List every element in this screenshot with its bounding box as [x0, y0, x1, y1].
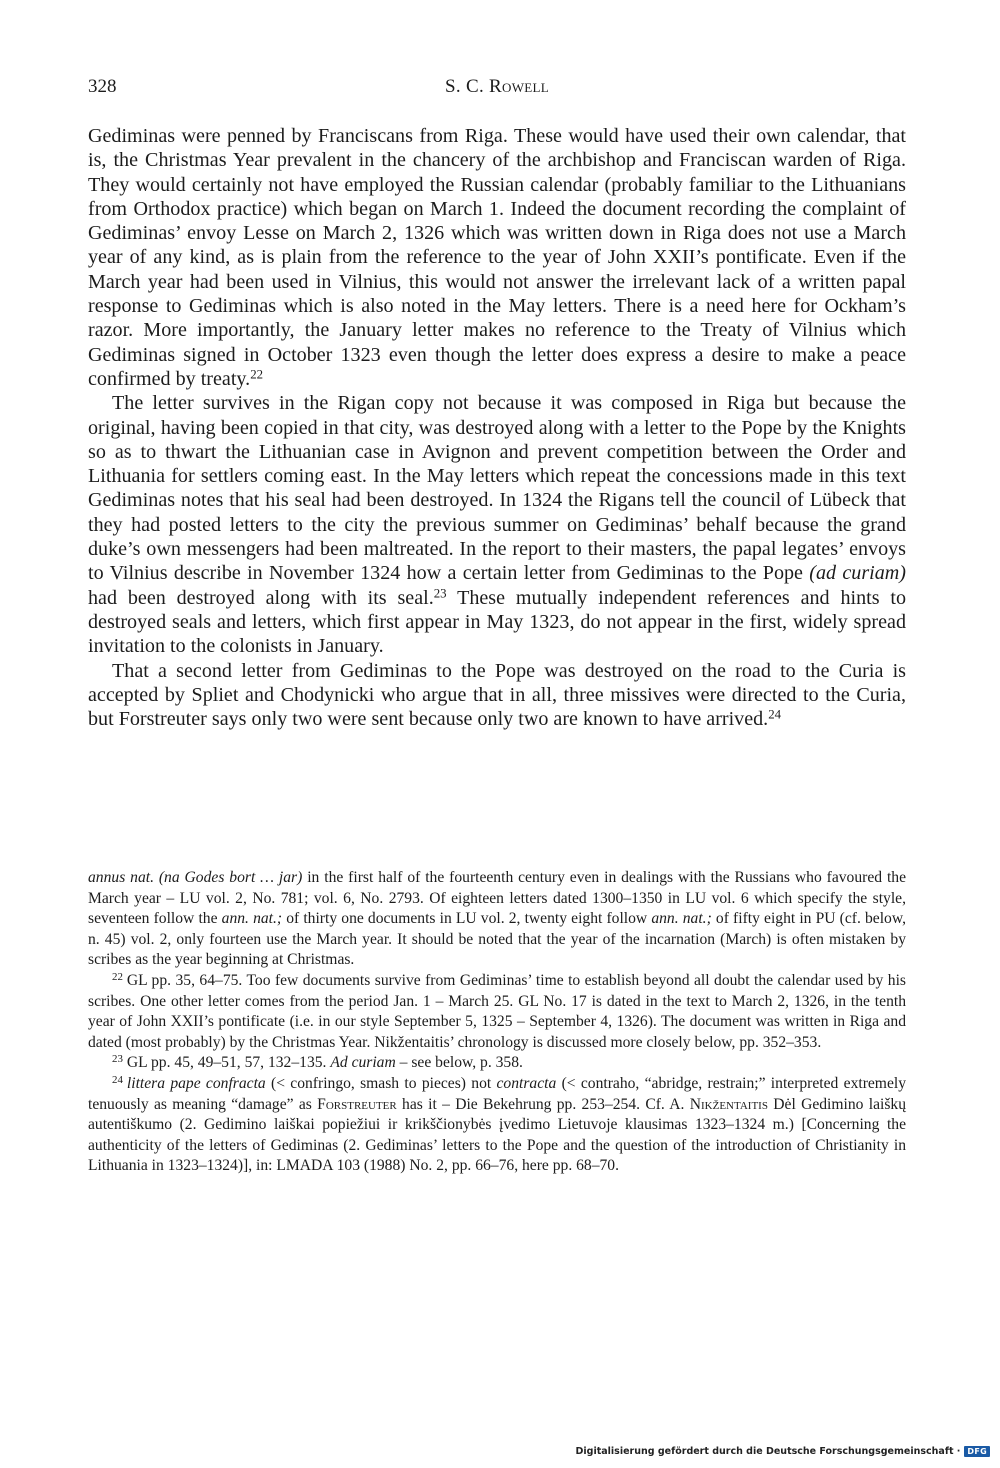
footnote-cont-text-2: of thirty one documents in LU vol. 2, twenty eight follow — [282, 910, 652, 928]
footnote-ref-23: 23 — [433, 586, 447, 601]
footnote-number-24: 24 — [112, 1074, 123, 1087]
paragraph-2-text-c: These mutually independent references and hints to destroyed seals and letters, which first appear in May 1323, do not appear in the first, widely spread invitation to the colonists in January. — [88, 586, 906, 658]
footnote-24 — [88, 1074, 906, 1177]
running-head: S. C. Rowell — [445, 76, 549, 97]
footnote-cont-italic-2: ann. nat.; — [221, 910, 283, 928]
footnote-23 — [88, 1053, 906, 1074]
footnote-24-text-2: (< contraho, “abridge, restrain;” interpreted extremely tenuously as meaning “damage” as — [88, 1074, 906, 1113]
page-header — [88, 76, 906, 106]
footnote-24-italic-2: contracta — [496, 1074, 557, 1092]
dfg-logo: DFG — [964, 1446, 990, 1457]
footnote-24-author-2: Nikžentaitis — [689, 1095, 768, 1113]
paragraph-2-text-a: The letter survives in the Rigan copy not because it was composed in Riga but because the original, having been copied in that city, was destroyed along with a letter to the Pope by the Knights so as to thwart the Lithuanian case in Avignon and prevent competition between the Order and Lithuania for settlers coming east. In the May letters which repeat the concessions made in this text Gediminas notes that his seal had been destroyed. In 1324 the Rigans tell the council of Lübeck that they had posted letters to the city the previous summer on Gediminas’ behalf because the grand duke’s own messengers had been maltreated. In the report to their masters, the papal legates’ envoys to Vilnius describe in November 1324 how a certain letter from Gediminas to the Pope — [88, 392, 906, 585]
footnote-24-text-4: Dėl Gedimino laiškų autentiškumo (2. Gedimino laiškai popiežiui ir krikščionybės įvedimo Lietuvoje klausimas 1323–1324 m.) [Concerning the authenticity of the letters of Gediminas (2. Gediminas’ letters to the Pope and the question of the introduction of Christianity in Lithuania in 1323–1324)], in: LMADA 103 (1988) No. 2, pp. 66–76, here pp. 68–70. — [88, 1095, 906, 1175]
footnote-continuation — [88, 868, 906, 971]
paragraph-3-text: That a second letter from Gediminas to the Pope was destroyed on the road to the Curia is accepted by Spliet and Chodynicki who argue that in all, three missives were directed to the Curia, but Forstreuter says only two were sent because only two are known to have arrived. — [88, 659, 906, 731]
footnote-22-text: GL pp. 35, 64–75. Too few documents survive from Gediminas’ time to establish beyond all doubt the calendar used by his scribes. One other letter comes from the period Jan. 1 – March 25. GL No. 17 is dated in the text to March 2, 1326, in the tenth year of John XXII’s pontificate (i.e. in our style September 5, 1325 – September 4, 1326). The document was written in Riga and dated (most probably) by the Christmas Year. Nikžentaitis’ chronology is discussed more closely below, pp. 352–353. — [88, 971, 906, 1051]
footnote-23-italic: Ad curiam — [330, 1054, 396, 1072]
footnote-ref-22: 22 — [250, 367, 264, 382]
footnote-24-text-1: (< confringo, smash to pieces) not — [265, 1074, 497, 1092]
footnote-24-text-3: has it – Die Bekehrung pp. 253–254. Cf. A. — [396, 1095, 690, 1113]
paragraph-2-italic: (ad curiam) — [809, 562, 907, 585]
paragraph-2-text-b: had been destroyed along with its seal. — [88, 586, 434, 609]
footnote-22 — [88, 971, 906, 1053]
footnote-ref-24: 24 — [768, 707, 782, 722]
footnote-23-text-b: – see below, p. 358. — [395, 1054, 523, 1072]
paragraph-1 — [88, 124, 906, 391]
footnote-24-italic-1: littera pape confracta — [126, 1074, 266, 1092]
main-text — [88, 124, 906, 731]
footnote-cont-text-3: of fifty eight in PU (cf. below, n. 45) vol. 2, only fourteen use the March year. It should be noted that the year of the incarnation (March) is often mistaken by scribes as the year beginning at Christmas. — [88, 910, 906, 969]
footnote-23-text-a: GL pp. 45, 49–51, 57, 132–135. — [126, 1054, 331, 1072]
paragraph-2 — [88, 391, 906, 658]
footnote-cont-text-1: in the first half of the fourteenth century even in dealings with the Russians who favoured the March year – LU vol. 2, No. 781; vol. 6, No. 2793. Of eighteen letters dated 1300–1350 in LU vol. 6 which specify the style, seventeen follow the — [88, 869, 906, 928]
footnote-number-22: 22 — [112, 971, 123, 984]
digitization-footer — [576, 1443, 990, 1459]
footnotes — [88, 868, 906, 1177]
footnote-24-author-1: Forstreuter — [317, 1095, 397, 1113]
page-number: 328 — [88, 76, 117, 97]
paragraph-3 — [88, 659, 906, 732]
footnote-cont-italic-1: annus nat. (na Godes bort … jar) — [88, 869, 303, 886]
footnote-number-23: 23 — [112, 1053, 123, 1066]
paragraph-1-text: Gediminas were penned by Franciscans from Riga. These would have used their own calendar, that is, the Christmas Year prevalent in the chancery of the archbishop and Franciscan warden of Riga. They would certainly not have employed the Russian calendar (probably familiar to the Lithuanians from Orthodox practice) which began on March 1. Indeed the document recording the complaint of Gediminas’ envoy Lesse on March 2, 1326 which was written down in Riga does not use a March year of any kind, as is plain from the reference to the year of John XXII’s pontificate. Even if the March year had been used in Vilnius, this would not answer the irrelevant lack of a written papal response to Gediminas which is also noted in the May letters. There is a need here for Ockham’s razor. More importantly, the January letter makes no reference to the Treaty of Vilnius which Gediminas signed in October 1323 even though the letter does express a desire to make a peace confirmed by treaty. — [88, 125, 906, 390]
footnote-cont-italic-3: ann. nat.; — [651, 910, 712, 928]
digitization-credit: Digitalisierung gefördert durch die Deutsche Forschungsgemeinschaft · — [575, 1445, 961, 1457]
